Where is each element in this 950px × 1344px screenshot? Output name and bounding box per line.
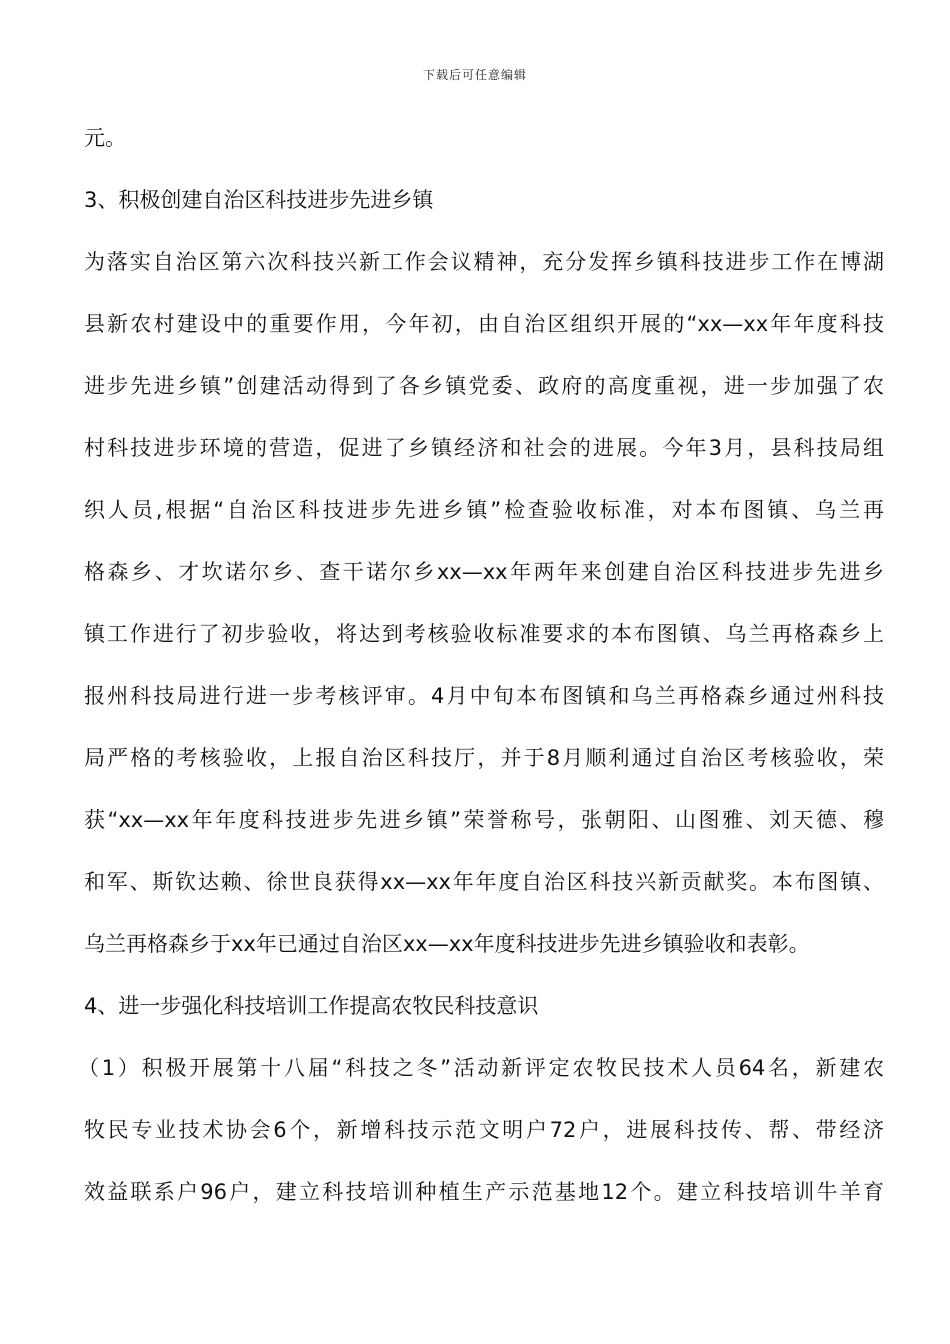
text-line: 村科技进步环境的营造，促进了乡镇经济和社会的进展。今年3月，县科技局组 xyxy=(84,436,884,460)
section-heading: 3、积极创建自治区科技进步先进乡镇 xyxy=(84,188,434,212)
text-line: 镇工作进行了初步验收，将达到考核验收标准要求的本布图镇、乌兰再格森乡上 xyxy=(84,622,884,646)
text-line: （1）积极开展第十八届“科技之冬”活动新评定农牧民技术人员64名，新建农 xyxy=(78,1056,884,1080)
text-line: 效益联系户96户，建立科技培训种植生产示范基地12个。建立科技培训牛羊育 xyxy=(84,1180,884,1204)
text-line: 和军、斯钦达赖、徐世良获得xx—xx年年度自治区科技兴新贡献奖。本布图镇、 xyxy=(84,870,884,894)
text-line: 织人员,根据“自治区科技进步先进乡镇”检查验收标准，对本布图镇、乌兰再 xyxy=(84,498,884,522)
page-header: 下载后可任意编辑 xyxy=(422,68,527,82)
text-line: 获“xx—xx年年度科技进步先进乡镇”荣誉称号，张朝阳、山图雅、刘天德、穆 xyxy=(84,808,884,832)
text-line: 牧民专业技术协会6个，新增科技示范文明户72户，进展科技传、帮、带经济 xyxy=(84,1118,884,1142)
text-line: 县新农村建设中的重要作用，今年初，由自治区组织开展的“xx—xx年年度科技 xyxy=(84,312,884,336)
text-line: 元。 xyxy=(84,126,126,150)
text-line: 格森乡、才坎诺尔乡、查干诺尔乡xx—xx年两年来创建自治区科技进步先进乡 xyxy=(84,560,884,584)
text-line: 为落实自治区第六次科技兴新工作会议精神，充分发挥乡镇科技进步工作在博湖 xyxy=(84,250,884,274)
text-line: 进步先进乡镇”创建活动得到了各乡镇党委、政府的高度重视，进一步加强了农 xyxy=(84,374,884,398)
text-line: 乌兰再格森乡于xx年已通过自治区xx—xx年度科技进步先进乡镇验收和表彰。 xyxy=(84,932,810,956)
text-line: 局严格的考核验收，上报自治区科技厅，并于8月顺利通过自治区考核验收，荣 xyxy=(84,746,884,770)
text-line: 报州科技局进行进一步考核评审。4月中旬本布图镇和乌兰再格森乡通过州科技 xyxy=(84,684,884,708)
section-heading: 4、进一步强化科技培训工作提高农牧民科技意识 xyxy=(84,994,539,1018)
document-body xyxy=(78,118,884,1234)
